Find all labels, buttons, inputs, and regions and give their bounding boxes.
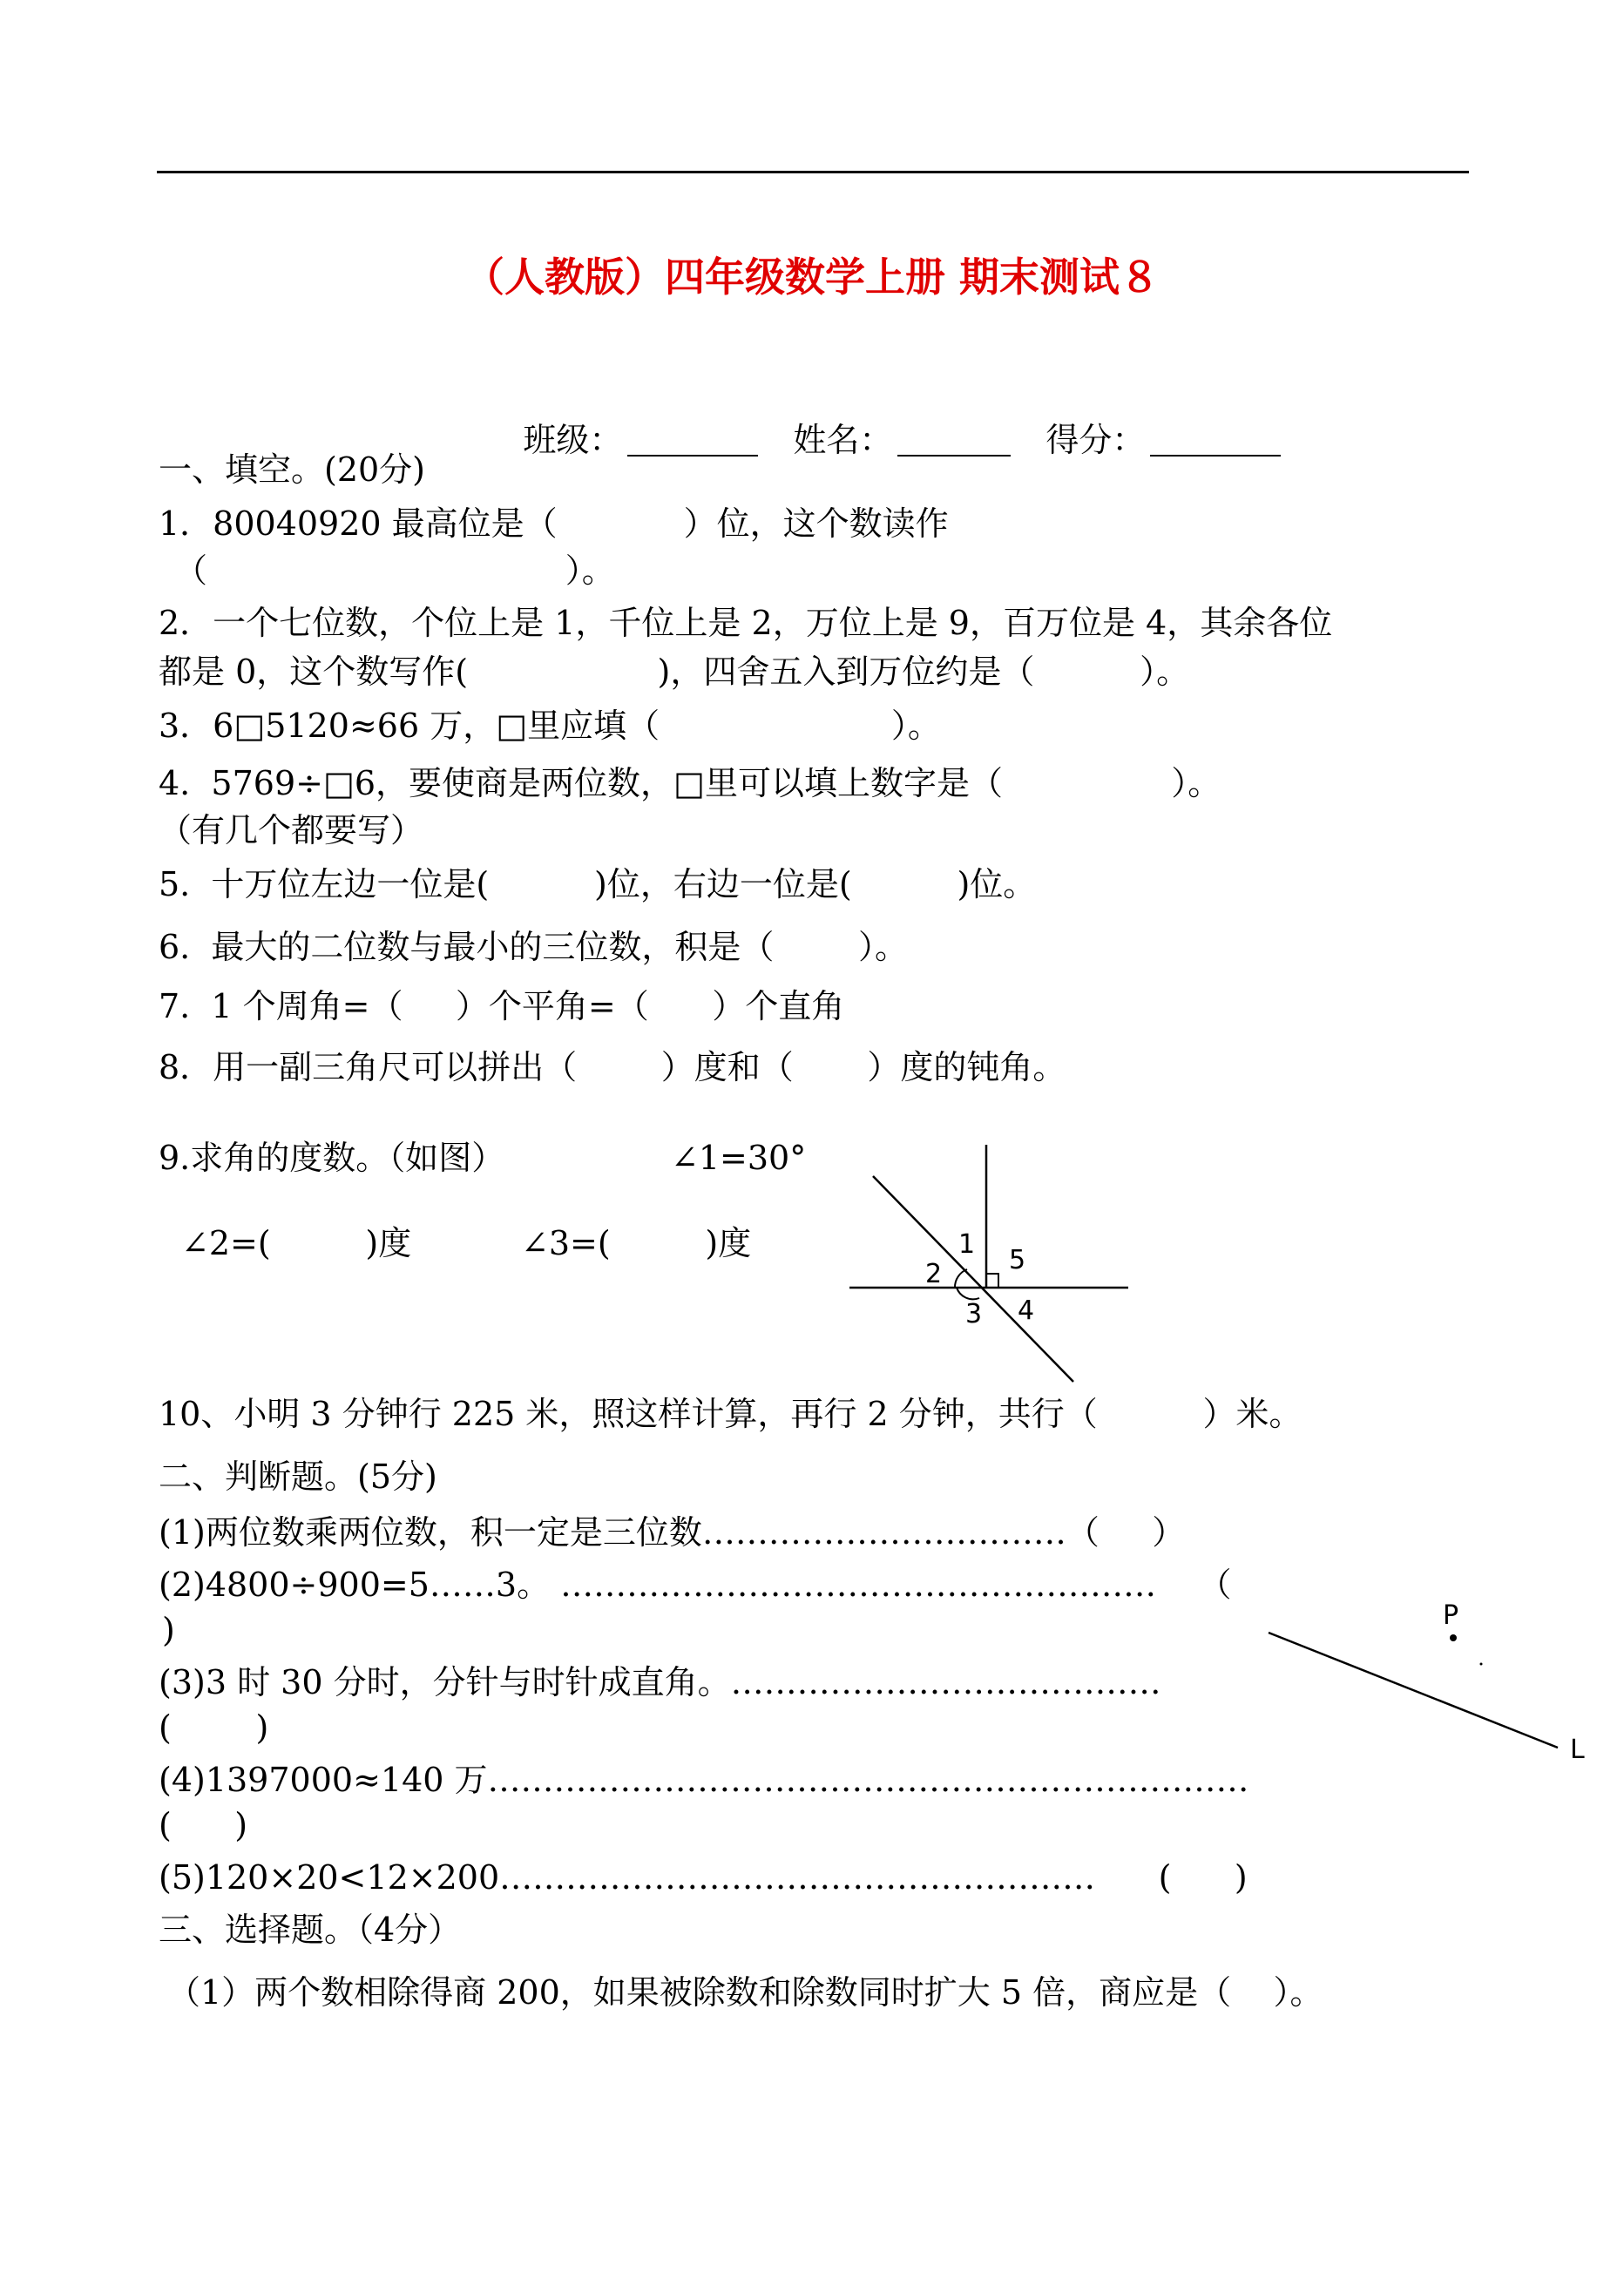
judge-4-line2: ( ) [159, 1806, 248, 1844]
line-l [1269, 1633, 1558, 1748]
judge-2-line2: ) [162, 1611, 175, 1649]
page-title: （人教版）四年级数学上册 期末测试８ [464, 254, 1160, 301]
score-label: 得分： [1045, 421, 1146, 459]
angle-label-1: 1 [958, 1229, 976, 1260]
section1-heading: 一、填空。(20分) [159, 450, 426, 489]
diagonal-line [873, 1176, 1073, 1382]
judge-4-line1: (4)1397000≈140 万…………………………………………………………… [159, 1761, 1249, 1799]
class-field[interactable] [627, 423, 758, 457]
angle-label-2: 2 [925, 1259, 943, 1289]
question-5: 5. 十万位左边一位是( )位，右边一位是( )位。 [159, 865, 1037, 903]
student-info-row [481, 390, 1281, 490]
question-8: 8．用一副三角尺可以拼出（ ）度和（ ）度的钝角。 [159, 1048, 1066, 1086]
question-6: 6. 最大的二位数与最小的三位数，积是（ ）。 [159, 928, 909, 966]
question-4-line1: 4. 5769÷□6，要使商是两位数，□里可以填上数字是（ ）。 [159, 764, 1221, 802]
question-9-given: ∠1=30° [671, 1139, 807, 1177]
choice-1: （1）两个数相除得商 200，如果被除数和除数同时扩大 5 倍，商应是（ ）。 [167, 1973, 1323, 2012]
question-7: 7. 1 个周角=（ ）个平角=（ ）个直角 [159, 987, 845, 1025]
judge-3-line2: ( ) [159, 1708, 269, 1747]
angle-3-arc [957, 1288, 979, 1299]
name-field[interactable] [897, 423, 1011, 457]
question-1-line1: 1．80040920 最高位是（ ）位，这个数读作 [159, 504, 949, 543]
judge-2-line1: (2)4800÷900=5……3。 ……………………………………………… （ [159, 1566, 1232, 1604]
point-line-figure [1255, 1594, 1624, 1786]
score-field[interactable] [1150, 423, 1281, 457]
angle-label-5: 5 [1009, 1245, 1026, 1275]
section3-heading: 三、选择题。（4分） [159, 1911, 462, 1949]
question-3: 3．6□5120≈66 万，□里应填（ ）。 [159, 707, 941, 745]
line-label-l: L [1570, 1735, 1585, 1765]
question-9-angle2: ∠2=( )度 [181, 1224, 412, 1262]
judge-1: (1)两位数乘两位数，积一定是三位数……………………………（ ） [159, 1513, 1186, 1552]
question-2-line1: 2．一个七位数，个位上是 1，千位上是 2，万位上是 9，百万位是 4，其余各位 [159, 604, 1333, 642]
judge-5: (5)120×20<12×200……………………………………………… ( ) [159, 1858, 1248, 1897]
angle-figure [836, 1133, 1150, 1394]
header-rule [157, 171, 1469, 173]
section2-heading: 二、判断题。(5分) [159, 1458, 437, 1496]
angle-label-4: 4 [1018, 1295, 1035, 1326]
class-label: 班级： [523, 421, 623, 459]
question-10: 10、小明 3 分钟行 225 米，照这样计算，再行 2 分钟，共行（ ）米。 [159, 1395, 1303, 1433]
question-9-angle3: ∠3=( )度 [521, 1224, 752, 1262]
question-9-prompt: 9.求角的度数。（如图） [159, 1139, 505, 1177]
point-label-p: P [1443, 1600, 1459, 1631]
name-label: 姓名： [793, 421, 893, 459]
stray-dot [1480, 1663, 1483, 1666]
right-angle-mark [986, 1274, 998, 1288]
question-1-line2: （ ）。 [174, 551, 615, 590]
judge-3-line1: (3)3 时 30 分时，分针与时针成直角。………………………………… [159, 1663, 1161, 1701]
question-4-line2: （有几个都要写） [159, 811, 424, 849]
angle-label-3: 3 [965, 1299, 983, 1329]
point-p [1450, 1634, 1457, 1641]
question-2-line2: 都是 0，这个数写作( )，四舍五入到万位约是（ ）。 [159, 653, 1190, 691]
